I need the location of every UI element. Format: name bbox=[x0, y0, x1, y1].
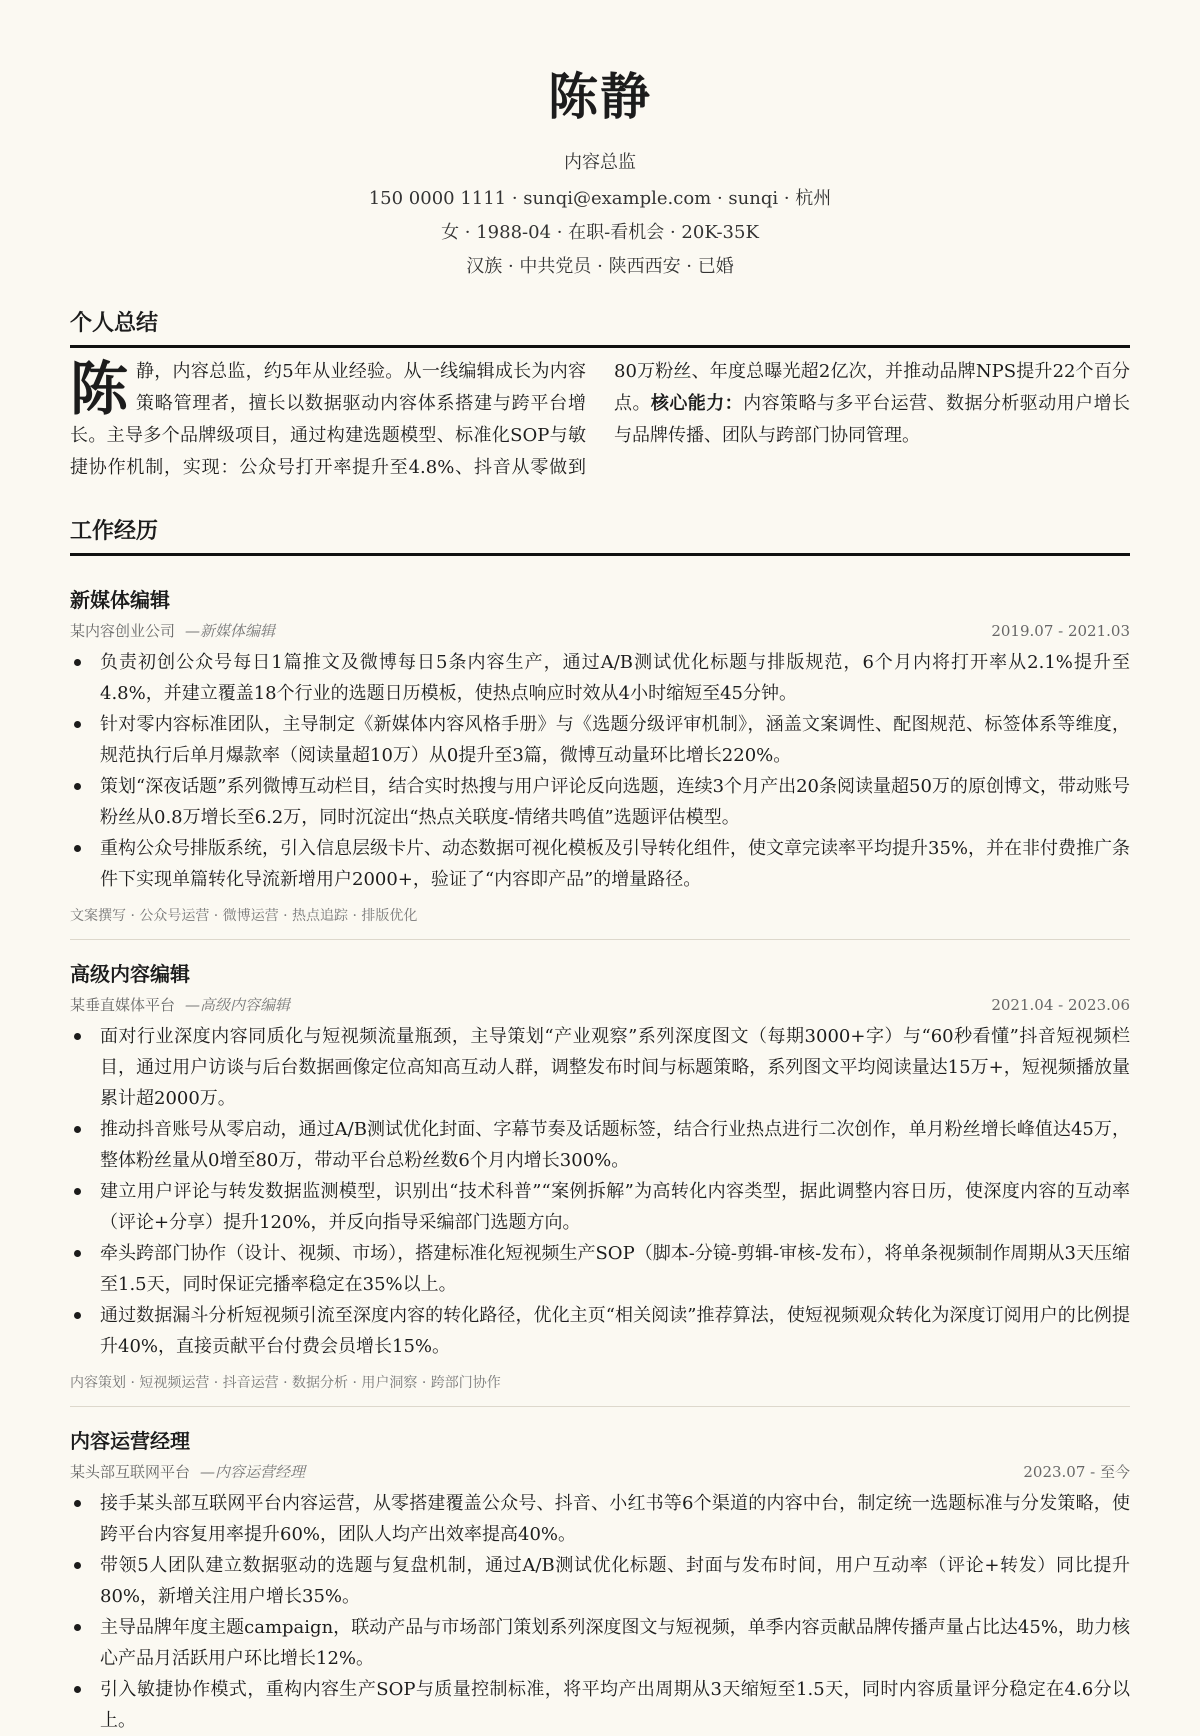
job-bullet: 牵头跨部门协作（设计、视频、市场），搭建标准化短视频生产SOP（脚本-分镜-剪辑-审核-发布），将单条视频制作周期从3天压缩至1.5天，同时保证完播率稳定在35%以上。 bbox=[70, 1238, 1130, 1300]
job-date: 2021.04 - 2023.06 bbox=[991, 996, 1130, 1014]
basic-info: 女 · 1988-04 · 在职-看机会 · 20K-35K bbox=[441, 222, 759, 243]
job-bullet: 主导品牌年度主题campaign，联动产品与市场部门策划系列深度图文与短视频，单季内容贡献品牌传播声量占比达45%，助力核心产品月活跃用户环比增长12%。 bbox=[70, 1612, 1130, 1674]
job-role: —新媒体编辑 bbox=[185, 622, 276, 640]
job-date: 2023.07 - 至今 bbox=[1023, 1463, 1130, 1481]
candidate-title: 内容总监 bbox=[564, 152, 636, 173]
job-entry bbox=[70, 939, 1130, 1406]
job-bullets bbox=[70, 647, 1130, 895]
job-meta bbox=[70, 994, 1130, 1015]
job-bullet: 针对零内容标准团队，主导制定《新媒体内容风格手册》与《选题分级评审机制》，涵盖文案调性、配图规范、标签体系等维度，规范执行后单月爆款率（阅读量超10万）从0提升至3篇，微博互动量环比增长220%。 bbox=[70, 709, 1130, 771]
job-entry bbox=[70, 586, 1130, 939]
job-bullet: 重构公众号排版系统，引入信息层级卡片、动态数据可视化模板及引导转化组件，使文章完读率平均提升35%，并在非付费推广条件下实现单篇转化导流新增用户2000+，验证了“内容即产品”的增量路径。 bbox=[70, 833, 1130, 895]
job-bullet: 引入敏捷协作模式，重构内容生产SOP与质量控制标准，将平均产出周期从3天缩短至1.5天，同时内容质量评分稳定在4.6分以上。 bbox=[70, 1674, 1130, 1736]
summary-part2: 内容策略与多平台运营、数据分析驱动用户增长与品牌传播、团队与跨部门协同管理。 bbox=[614, 393, 1131, 446]
job-bullet: 接手某头部互联网平台内容运营，从零搭建覆盖公众号、抖音、小红书等6个渠道的内容中台，制定统一选题标准与分发策略，使跨平台内容复用率提升60%，团队人均产出效率提高40%。 bbox=[70, 1488, 1130, 1550]
job-bullet: 面对行业深度内容同质化与短视频流量瓶颈，主导策划“产业观察”系列深度图文（每期3000+字）与“60秒看懂”抖音短视频栏目，通过用户访谈与后台数据画像定位高知高互动人群，调整发布时间与标题策略，系列图文平均阅读量达15万+，短视频播放量累计超2000万。 bbox=[70, 1021, 1130, 1114]
company-name: 某垂直媒体平台 bbox=[70, 996, 176, 1014]
company-name: 某头部互联网平台 bbox=[70, 1463, 191, 1481]
experience-heading: 工作经历 bbox=[70, 514, 1130, 556]
job-bullets bbox=[70, 1488, 1130, 1736]
summary-part1: 静，内容总监，约5年从业经验。从一线编辑成长为内容策略管理者，擅长以数据驱动内容体系搭建与跨平台增长。主导多个品牌级项目，通过构建选题模型、标准化SOP与敏捷协作机制，实现：公众号打开率提升至4.8%、抖音从零做到80万粉丝、年度总曝光超2亿次，并推动品牌NPS提升22个百分点。 bbox=[70, 361, 1130, 478]
job-tags: 内容策划 · 短视频运营 · 抖音运营 · 数据分析 · 用户洞察 · 跨部门协作 bbox=[70, 1375, 501, 1391]
core-ability-label: 核心能力： bbox=[650, 393, 744, 414]
resume-header bbox=[70, 0, 1130, 278]
summary-text bbox=[70, 356, 1130, 484]
job-bullet: 负责初创公众号每日1篇推文及微博每日5条内容生产，通过A/B测试优化标题与排版规范，6个月内将打开率从2.1%提升至4.8%，并建立覆盖18个行业的选题日历模板，使热点响应时效从4小时缩短至45分钟。 bbox=[70, 647, 1130, 709]
job-bullet: 带领5人团队建立数据驱动的选题与复盘机制，通过A/B测试优化标题、封面与发布时间，用户互动率（评论+转发）同比提升80%，新增关注用户增长35%。 bbox=[70, 1550, 1130, 1612]
job-bullet: 推动抖音账号从零启动，通过A/B测试优化封面、字幕节奏及话题标签，结合行业热点进行二次创作，单月粉丝增长峰值达45万，整体粉丝量从0增至80万，带动平台总粉丝数6个月内增长300%。 bbox=[70, 1114, 1130, 1176]
job-meta bbox=[70, 620, 1130, 641]
job-meta bbox=[70, 1461, 1130, 1482]
job-tags: 文案撰写 · 公众号运营 · 微博运营 · 热点追踪 · 排版优化 bbox=[70, 908, 418, 924]
job-bullets bbox=[70, 1021, 1130, 1362]
job-title: 内容运营经理 bbox=[70, 1429, 190, 1453]
job-role: —高级内容编辑 bbox=[185, 996, 291, 1014]
company-name: 某内容创业公司 bbox=[70, 622, 176, 640]
summary-dropcap: 陈 bbox=[70, 355, 129, 423]
candidate-name: 陈静 bbox=[548, 67, 652, 126]
contact-info: 150 0000 1111 · sunqi@example.com · sunqi · 杭州 bbox=[368, 188, 832, 209]
job-role: —内容运营经理 bbox=[200, 1463, 306, 1481]
job-bullet: 策划“深夜话题”系列微博互动栏目，结合实时热搜与用户评论反向选题，连续3个月产出20条阅读量超50万的原创博文，带动账号粉丝从0.8万增长至6.2万，同时沉淀出“热点关联度-情绪共鸣值”选题评估模型。 bbox=[70, 771, 1130, 833]
job-bullet: 通过数据漏斗分析短视频引流至深度内容的转化路径，优化主页“相关阅读”推荐算法，使短视频观众转化为深度订阅用户的比例提升40%，直接贡献平台付费会员增长15%。 bbox=[70, 1300, 1130, 1362]
job-date: 2019.07 - 2021.03 bbox=[991, 622, 1130, 640]
job-entry bbox=[70, 1406, 1130, 1736]
job-title: 高级内容编辑 bbox=[70, 962, 190, 986]
personal-info: 汉族 · 中共党员 · 陕西西安 · 已婚 bbox=[466, 256, 734, 277]
job-bullet: 建立用户评论与转发数据监测模型，识别出“技术科普”“案例拆解”为高转化内容类型，据此调整内容日历，使深度内容的互动率（评论+分享）提升120%，并反向指导采编部门选题方向。 bbox=[70, 1176, 1130, 1238]
summary-heading: 个人总结 bbox=[70, 306, 1130, 348]
job-title: 新媒体编辑 bbox=[70, 588, 170, 612]
